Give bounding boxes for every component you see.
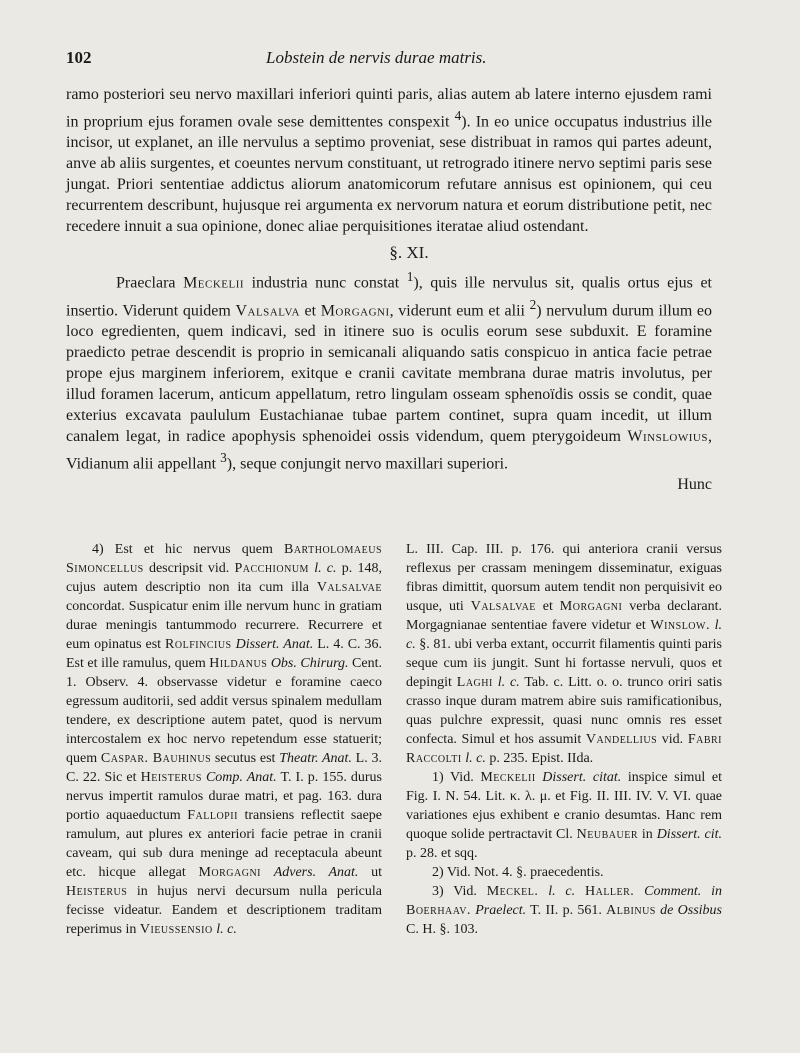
text-run: ), quis ille nervulus sit, qualis ortus ejus et insertio. Viderunt quidem — [66, 274, 712, 319]
text-run: Vieussensio — [139, 922, 213, 937]
text-run: ), seque conjungit nervo maxillari superiori. — [226, 455, 509, 473]
text-run: ramo posteriori seu nervo maxillari inferiori quinti paris, alias autem ab latere interno ejusdem rami in proprium ejus foramen ovale sese demittentes conspexit — [66, 86, 712, 131]
text-run: industria nunc constat — [244, 274, 407, 292]
text-run: Vandellius — [585, 732, 658, 747]
text-run: Dissert. Anat. — [235, 637, 314, 652]
paragraph-continued — [66, 84, 712, 237]
text-run: p. 148, cujus autem descriptio non ita cum illa — [66, 561, 382, 595]
text-run: Meckelii — [183, 274, 245, 292]
page-header — [66, 48, 722, 72]
text-run: l. c. — [216, 922, 237, 937]
text-run: Haller. — [584, 884, 635, 899]
footnote-continuation — [406, 540, 722, 768]
text-run: verba declarant. Morgagnianae sententiae favere videtur et — [406, 599, 722, 633]
text-run: Dissert. citat. — [542, 770, 622, 785]
text-run: de Ossibus — [660, 903, 722, 918]
footnote — [406, 882, 722, 939]
text-run: Cent. 1. Observ. 4. observasse videtur e foramine caeco egressum auditorii, sed addit versus spinalem medullam tendere, ex descriptione autem patet, quod is nervum intercostalem ex hoc nervo repetendum esse statuerit; quem — [66, 656, 382, 766]
text-run: 1) Vid. — [432, 770, 481, 785]
footnote-marker: 4 — [454, 108, 462, 123]
text-run: Morgagni — [198, 865, 262, 880]
text-run: Winslow. — [650, 618, 710, 633]
text-run: Tab. c. Litt. o. o. trunco oriri satis crasso inque duram matrem abire suis ramificationibus, quas pulchre expressit, quasi nunc omnis res esset confecta. Simul et hos assumit — [406, 675, 723, 747]
text-run: Valsalva — [235, 301, 300, 319]
text-run: Albinus — [606, 903, 656, 918]
footnote-column-right — [406, 540, 722, 939]
text-run: p. 235. Epist. IIda. — [485, 751, 594, 766]
text-run: Caspar. Bauhinus — [100, 751, 212, 766]
text-run: Fallopii — [187, 808, 238, 823]
text-run: L. 3. C. 22. Sic et — [66, 751, 382, 785]
main-text — [66, 84, 712, 495]
text-run: Boerhaav. — [406, 903, 471, 918]
text-run: et — [299, 301, 321, 319]
text-run: Morgagni — [320, 301, 390, 319]
text-run: concordat. Suspicatur enim ille nervum hunc in gratiam durae meningis tantummodo recurrere. Recurrere et eum opinatus est — [66, 599, 382, 652]
text-run: Neubauer — [576, 827, 639, 842]
text-run: transiens reflectit saepe ramulum, aut plures ex anteriori facie petrae in cranii caveam, qui sub dura meninge ad receptacula abeunt etc. hicque allegat — [66, 808, 383, 880]
text-run: , Vidianum alii appellant — [66, 427, 712, 473]
text-run: Heisterus — [66, 884, 128, 899]
text-run: Pacchionum — [234, 561, 309, 576]
text-run: in — [638, 827, 657, 842]
text-run: Bartholomaeus Simoncellus — [66, 542, 382, 576]
text-run: 3) Vid. — [432, 884, 487, 899]
text-run: in hujus nervi decursum nulla pericula fecisse videatur. Eandem et descriptionem traditam reperimus in — [66, 884, 382, 937]
running-title: Lobstein de nervis durae matris. — [266, 48, 487, 67]
footnote — [66, 540, 382, 939]
text-run: ut — [358, 865, 382, 880]
page-number: 102 — [66, 48, 92, 67]
text-run: Rolfincius — [165, 637, 232, 652]
text-run: Fabri Raccolti — [406, 732, 723, 766]
text-run: descripsit vid. — [143, 561, 235, 576]
footnote — [406, 768, 722, 863]
text-run: Meckelii — [480, 770, 536, 785]
text-run: Valsalvae — [470, 599, 536, 614]
text-run: Morgagni — [559, 599, 623, 614]
text-run: C. H. §. 103. — [406, 922, 478, 937]
text-run: ) nervulum durum illum eo loco egredienten, quem indicavi, sed in itinere suo is oculis eorum sese subduxit. E foramine praedicto petrae descendit is proprio in semicanali aliquando satis conspicuo in antica facie petrae prope ejus marginem inferiorem, exitque e cranii cavitate membrana durae matris involutus, per illud foramen lacerum, anticum appellatum, retro lingulam osseam sphenoïdis ossis se condit, quae exterius excavata paululum Eustachianae tubae partem continet, supra quam incedit, ut illum canalem legat, in radice apophysis sphenoidei ossis videndum, quem pterygoideum — [66, 301, 713, 445]
text-run: secutus est — [211, 751, 280, 766]
text-run: Praelect. — [475, 903, 527, 918]
text-run: Theatr. Anat. — [279, 751, 352, 766]
text-run: Comment. in — [644, 884, 723, 899]
footnote-marker: 3 — [220, 449, 227, 465]
text-run: inspice simul et Fig. I. N. 54. Lit. κ. λ. μ. et Fig. II. III. IV. V. VI. quae variationes ejus exhibent e cranio desumtas. Hanc rem quoque solide pertractavit Cl. — [406, 770, 722, 842]
text-run: l. c. — [314, 561, 337, 576]
text-run: Praeclara — [116, 274, 184, 292]
text-run: Hildanus — [209, 656, 268, 671]
text-run: 4) Est et hic nervus quem — [92, 542, 284, 557]
text-run — [538, 884, 548, 899]
text-run: L. III. Cap. III. p. 176. qui anteriora cranii versus reflexus per crassam meningem disseminatur, exiguas fibras dimittit, quorsum autem tendit non perquisivit eo usque, uti — [406, 542, 722, 614]
text-run: Valsalvae — [316, 580, 382, 595]
text-run: l. c. — [497, 675, 520, 690]
text-run: et — [535, 599, 560, 614]
text-run: l. c. — [406, 618, 722, 652]
text-run: Heisterus — [140, 770, 202, 785]
text-run: ). In eo unice occupatus industrius ille incisor, ut explanet, an ille nervulus a septimo proveniat, sese distribuat in ramos qui partes adeunt, anve ab aliis surgentes, et coeuntes nervum constituant, ut retrogrado itinere nervo septimi paris sese jungat. Priori sententiae addictus aliorum anatomicorum refutare annisus est opinionem, qui ceu recurrentem describunt, hujusque rei argumenta ex nervorum natura et eorum distributione petit, nec recedere innuit a sua opinione, donec aliae perquisitiones iteratae aliud ostendant. — [66, 113, 713, 236]
text-run: Winslowius — [627, 427, 708, 445]
text-run: l. c. — [465, 751, 486, 766]
text-run: L. 4. C. 36. Est et ille ramulus, quem — [66, 637, 383, 671]
text-run: Advers. Anat. — [273, 865, 359, 880]
footnote-marker: 1 — [406, 269, 414, 285]
text-run — [634, 884, 644, 899]
text-run: vid. — [657, 732, 688, 747]
text-run: 2) Vid. Not. 4. §. praecedentis. — [432, 865, 604, 880]
footnote-marker: 2 — [529, 296, 537, 312]
text-run: Comp. Anat. — [205, 770, 277, 785]
text-run — [575, 884, 585, 899]
text-run: §. 81. ubi verba extant, occurrit filamentis quinti paris seque cum iis jungit. Sunt hi fortasse nervuli, quos et depingit — [406, 637, 722, 690]
text-run: p. 28. et sqq. — [406, 846, 478, 861]
footnote — [406, 863, 722, 882]
text-run: Meckel. — [486, 884, 539, 899]
text-run: l. c. — [548, 884, 576, 899]
section-heading: §. XI. — [389, 243, 429, 263]
footnote-column-left — [66, 540, 382, 939]
text-run: T. II. p. 561. — [526, 903, 607, 918]
catchword: Hunc — [677, 476, 712, 494]
text-run: , viderunt eum et alii — [389, 301, 530, 319]
text-run: Laghi — [456, 675, 493, 690]
paragraph-section-xi — [66, 266, 712, 474]
text-run: Dissert. cit. — [656, 827, 723, 842]
text-run: Obs. Chirurg. — [270, 656, 349, 671]
text-run — [261, 865, 274, 880]
text-run: T. I. p. 155. durus nervus impertit ramulos durae matri, et pag. 163. dura portio aquaeductum — [66, 770, 382, 823]
